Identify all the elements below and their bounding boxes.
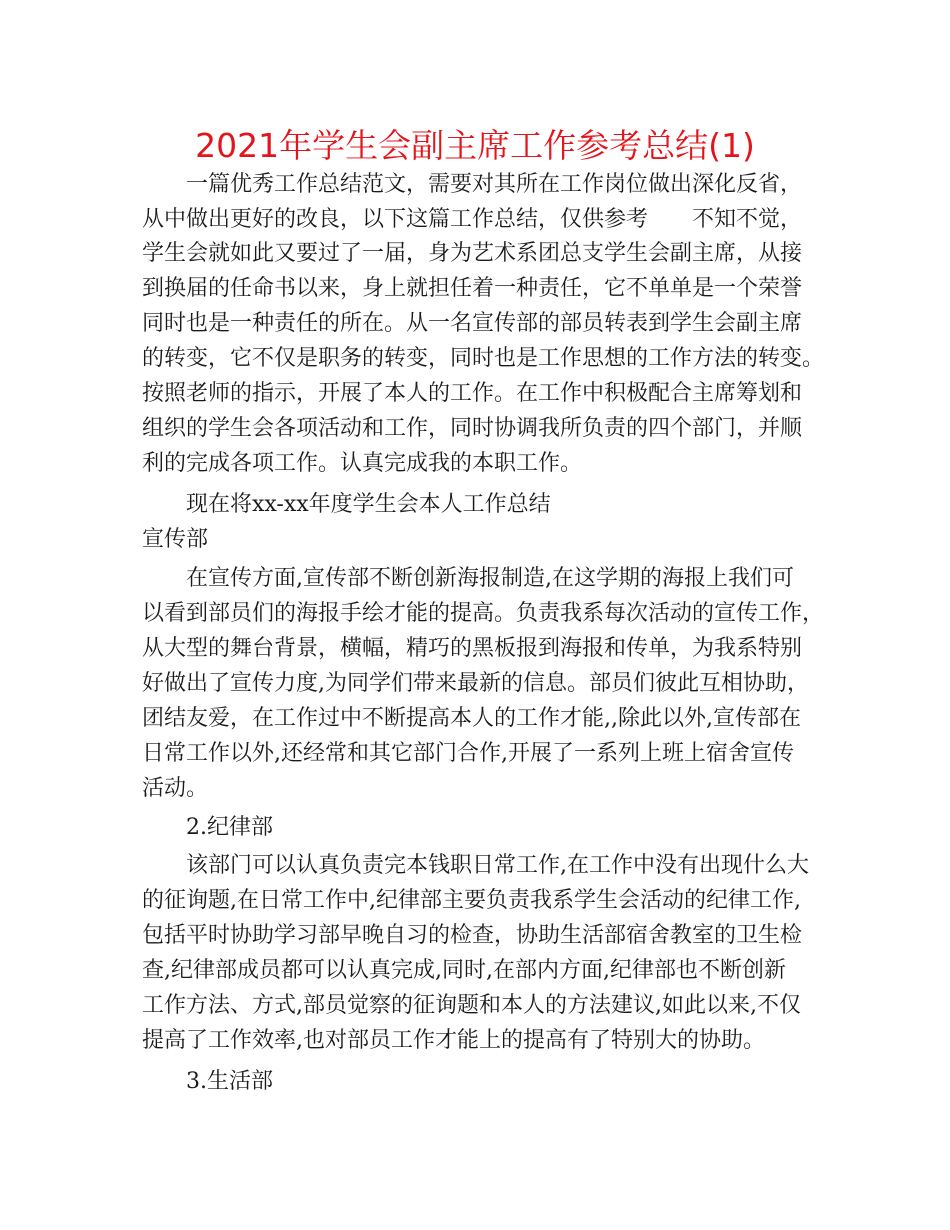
paragraph-line: 工作方法、方式,部员觉察的征询题和本人的方法建议,如此以来,不仅 (142, 993, 801, 1018)
paragraph-line: 按照老师的指示，开展了本人的工作。在工作中积极配合主席筹划和 (142, 381, 803, 406)
document-title: 2021年学生会副主席工作参考总结(1) (195, 126, 755, 165)
paragraph-line: 同时也是一种责任的所在。从一名宣传部的部员转表到学生会副主席 (142, 311, 803, 336)
paragraph-line: 的转变，它不仅是职务的转变，同时也是工作思想的工作方法的转变。 (142, 346, 825, 371)
paragraph-line: 学生会就如此又要过了一届，身为艺术系团总支学生会副主席，从接 (142, 241, 803, 266)
paragraph-line: 好做出了宣传力度,为同学们带来最新的信息。部员们彼此互相协助， (142, 671, 809, 696)
section-heading: 2.纪律部 (186, 815, 273, 840)
paragraph-line: 提高了工作效率,也对部员工作才能上的提高有了特别大的协助。 (142, 1028, 765, 1053)
paragraph-line: 从中做出更好的改良，以下这篇工作总结，仅供参考 不知不觉， (142, 207, 803, 232)
paragraph-line: 活动。 (142, 776, 209, 801)
paragraph-line: 现在将xx-xx年度学生会本人工作总结 (186, 492, 551, 517)
paragraph-line: 从大型的舞台背景，横幅，精巧的黑板报到海报和传单，为我系特别 (142, 636, 803, 661)
paragraph-line: 团结友爱，在工作过中不断提高本人的工作才能,,除此以外,宣传部在 (142, 706, 801, 731)
section-heading: 宣传部 (142, 527, 209, 552)
paragraph-line: 查,纪律部成员都可以认真完成,同时,在部内方面,纪律部也不断创新 (142, 958, 786, 983)
paragraph-line: 包括平时协助学习部早晚自习的检查，协助生活部宿舍教室的卫生检 (142, 923, 803, 948)
section-heading: 3.生活部 (186, 1069, 273, 1094)
paragraph-line: 到换届的任命书以来，身上就担任着一种责任，它不单单是一个荣誉 (142, 276, 803, 301)
paragraph-line: 日常工作以外,还经常和其它部门合作,开展了一系列上班上宿舍宣传 (142, 741, 794, 766)
paragraph-line: 利的完成各项工作。认真完成我的本职工作。 (142, 451, 583, 476)
paragraph-line: 该部门可以认真负责完本钱职日常工作,在工作中没有出现什么大 (186, 853, 809, 878)
paragraph-line: 在宣传方面,宣传部不断创新海报制造,在这学期的海报上我们可 (186, 566, 794, 591)
paragraph-line: 组织的学生会各项活动和工作，同时协调我所负责的四个部门，并顺 (142, 416, 803, 441)
paragraph-line: 以看到部员们的海报手绘才能的提高。负责我系每次活动的宣传工作， (142, 601, 825, 626)
paragraph-line: 一篇优秀工作总结范文，需要对其所在工作岗位做出深化反省， (186, 172, 803, 197)
paragraph-line: 的征询题,在日常工作中,纪律部主要负责我系学生会活动的纪律工作, (142, 888, 801, 913)
